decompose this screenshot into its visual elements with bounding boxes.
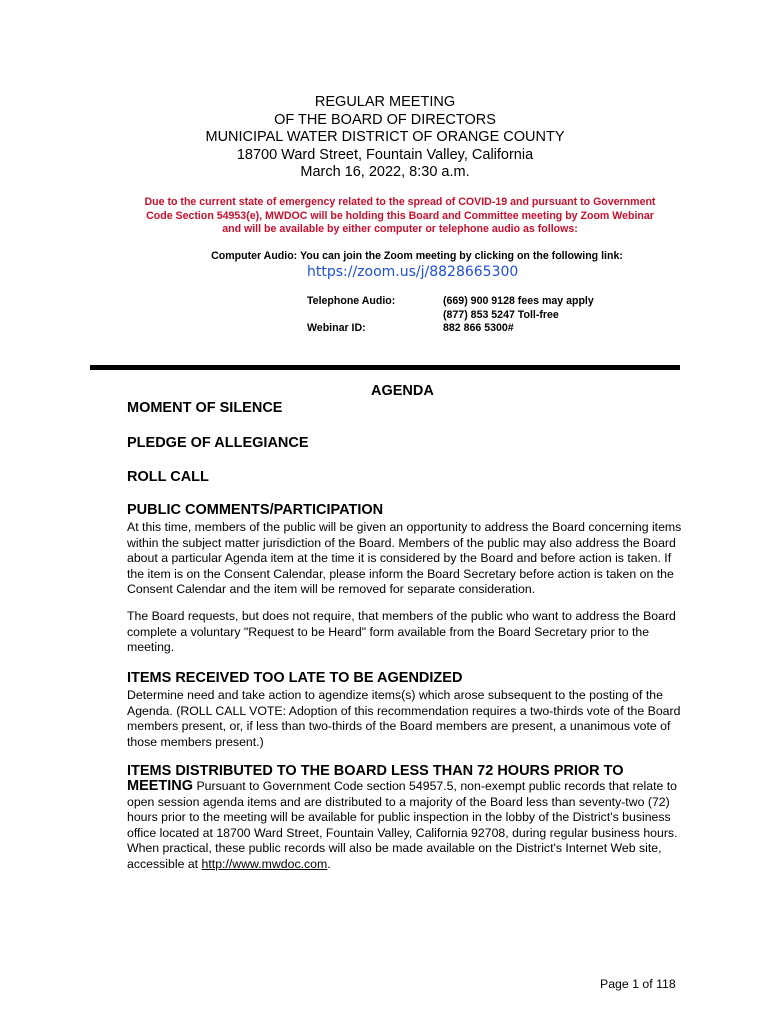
public-comments-heading: PUBLIC COMMENTS/PARTICIPATION bbox=[127, 502, 384, 518]
items-late-heading: ITEMS RECEIVED TOO LATE TO BE AGENDIZED bbox=[127, 670, 463, 686]
telephone-audio-label: Telephone Audio: bbox=[307, 295, 396, 307]
public-comments-paragraph-1: At this time, members of the public will be given an opportunity to address the Board concerning items within the subject matter jurisdiction of the Board. Members of the public may also address the Board about a particular Agenda item at the time it is considered by the Board and before action is taken. If the item is on the Consent Calendar, please inform the Board Secretary before action is taken on the Consent Calendar and the item will be removed for separate consideration. bbox=[127, 520, 682, 596]
zoom-meeting-link[interactable]: https://zoom.us/j/8828665300 bbox=[307, 264, 519, 280]
telephone-number-1: (669) 900 9128 fees may apply bbox=[443, 295, 594, 307]
computer-audio-instructions bbox=[0, 250, 770, 262]
notice-line-2: Code Section 54953(e), MWDOC will be holding this Board and Committee meeting by Zoom Webinar bbox=[146, 209, 654, 222]
page-number: Page 1 of 118 bbox=[600, 977, 676, 991]
computer-audio-text: Computer Audio: You can join the Zoom meeting by clicking on the following link: bbox=[211, 250, 623, 262]
meeting-header bbox=[0, 94, 770, 182]
items-distributed-heading-continued: MEETING bbox=[127, 778, 194, 794]
items-distributed-text: Pursuant to Government Code section 54957.5, non-exempt public records that relate to open session agenda items and are distributed to a majority of the Board less than seventy-two (72) hours prior to the meeting will be available for public inspection in the lobby of the District's business office located at 18700 Ward Street, Fountain Valley, California 92708, during regular business hours. When practical, these public records will also be made available on the District's Internet Web site, accessible at bbox=[127, 779, 678, 871]
items-distributed-paragraph bbox=[127, 779, 687, 872]
header-line-district: MUNICIPAL WATER DISTRICT OF ORANGE COUNTY bbox=[205, 129, 565, 145]
items-late-paragraph: Determine need and take action to agendize items(s) which arose subsequent to the posting of the Agenda. (ROLL CALL VOTE: Adoption of this recommendation requires a two-thirds vote of the Board members present, or, if less than two-thirds of the Board members are present, a unanimous vote of those members present.) bbox=[127, 688, 681, 749]
covid-notice bbox=[110, 196, 690, 237]
section-divider bbox=[90, 365, 680, 370]
header-line-date: March 16, 2022, 8:30 a.m. bbox=[300, 164, 470, 180]
items-distributed-heading: ITEMS DISTRIBUTED TO THE BOARD LESS THAN 72 HOURS PRIOR TO bbox=[127, 763, 624, 779]
webinar-id-label: Webinar ID: bbox=[307, 322, 366, 334]
agenda-title: AGENDA bbox=[371, 383, 434, 399]
header-line-meeting-type: REGULAR MEETING bbox=[314, 94, 456, 110]
moment-of-silence-heading: MOMENT OF SILENCE bbox=[127, 400, 283, 416]
telephone-numbers bbox=[443, 295, 594, 322]
mwdoc-website-link[interactable]: http://www.mwdoc.com bbox=[201, 856, 328, 871]
pledge-heading: PLEDGE OF ALLEGIANCE bbox=[127, 435, 309, 451]
webinar-id-value: 882 866 5300# bbox=[443, 322, 514, 334]
roll-call-heading: ROLL CALL bbox=[127, 469, 209, 485]
notice-line-3: and will be available by either computer or telephone audio as follows: bbox=[222, 223, 578, 235]
header-line-address: 18700 Ward Street, Fountain Valley, California bbox=[236, 146, 534, 163]
header-line-board: OF THE BOARD OF DIRECTORS bbox=[274, 111, 496, 128]
notice-line-1: Due to the current state of emergency related to the spread of COVID-19 and pursuant to Government bbox=[144, 196, 656, 208]
telephone-number-2: (877) 853 5247 Toll-free bbox=[443, 308, 559, 321]
public-comments-paragraph-2: The Board requests, but does not require, that members of the public who want to address the Board complete a voluntary "Request to be Heard" form available from the Board Secretary prior to the meeting. bbox=[127, 609, 676, 654]
items-distributed-end: . bbox=[327, 856, 331, 871]
